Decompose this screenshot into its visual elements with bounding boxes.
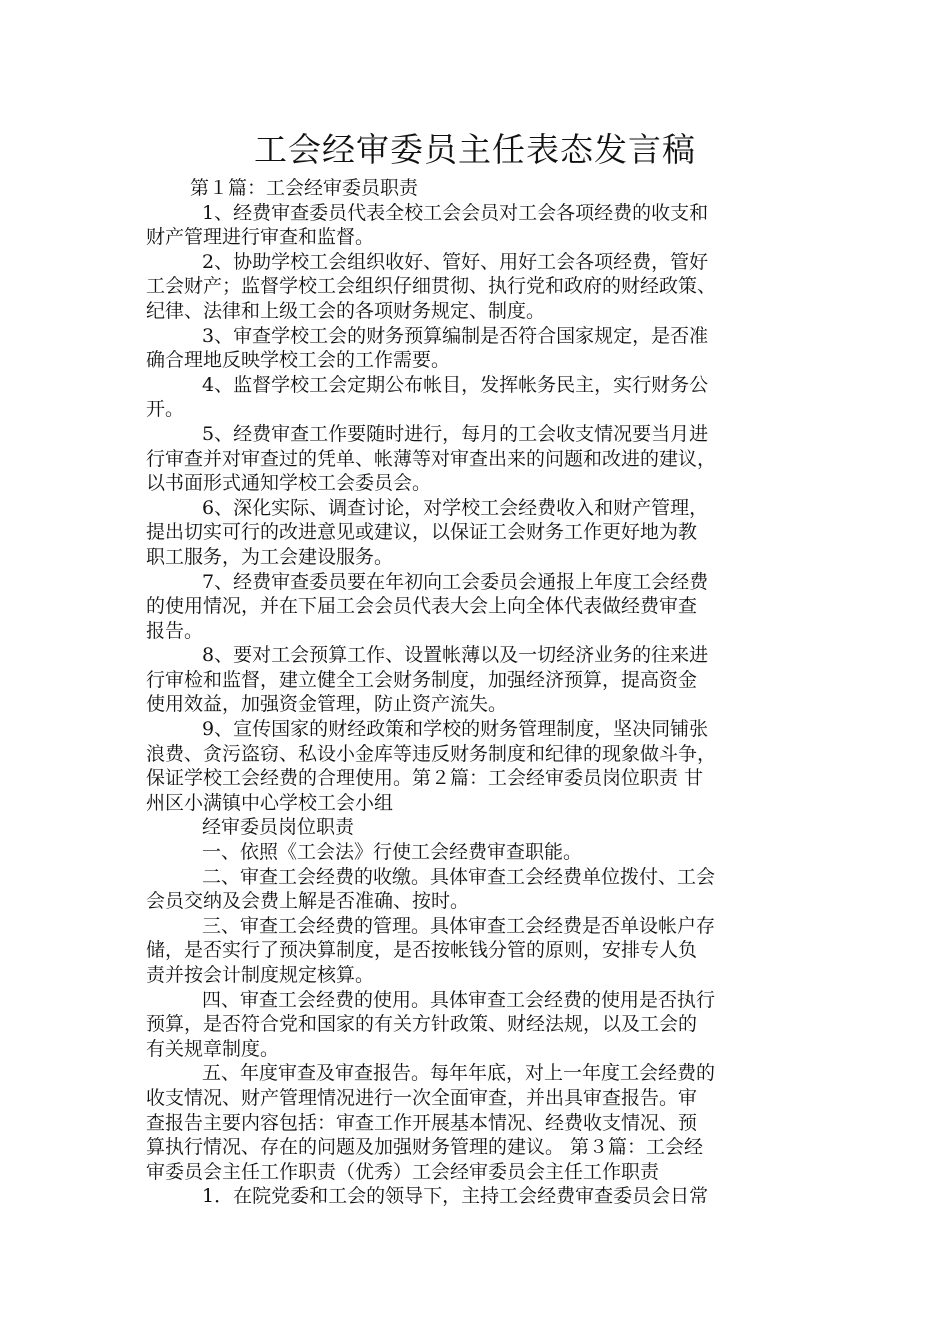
text-line: 三、审查工会经费的管理。具体审查工会经费是否单设帐户存 bbox=[202, 914, 716, 937]
text-line: 2、协助学校工会组织收好、管好、用好工会各项经费，管好 bbox=[202, 250, 709, 273]
text-line: 算执行情况、存在的问题及加强财务管理的建议。 第３篇：工会经 bbox=[146, 1136, 704, 1159]
text-line: 5、经费审查工作要随时进行，每月的工会收支情况要当月进 bbox=[202, 422, 709, 445]
text-line: 五、年度审查及审查报告。每年年底，对上一年度工会经费的 bbox=[202, 1062, 716, 1085]
text-line: 报告。 bbox=[146, 619, 204, 642]
text-line: 行审查并对审查过的凭单、帐薄等对审查出来的问题和改进的建议， bbox=[146, 447, 717, 470]
text-line: 7、经费审查委员要在年初向工会委员会通报上年度工会经费 bbox=[202, 570, 709, 593]
text-line: 6、深化实际、调查讨论，对学校工会经费收入和财产管理， bbox=[202, 496, 709, 519]
text-line: 经审委员岗位职责 bbox=[202, 816, 355, 839]
text-line: 四、审查工会经费的使用。具体审查工会经费的使用是否执行 bbox=[202, 988, 716, 1011]
text-line: 提出切实可行的改进意见或建议，以保证工会财务工作更好地为教 bbox=[146, 521, 698, 544]
text-line: 浪费、贪污盗窃、私设小金库等违反财务制度和纪律的现象做斗争， bbox=[146, 742, 717, 765]
text-line: 州区小满镇中心学校工会小组 bbox=[146, 791, 394, 814]
text-line: 行审检和监督，建立健全工会财务制度，加强经济预算，提高资金 bbox=[146, 668, 698, 691]
text-line: 有关规章制度。 bbox=[146, 1037, 280, 1060]
text-line: 以书面形式通知学校工会委员会。 bbox=[146, 472, 432, 495]
text-line: 的使用情况，并在下届工会会员代表大会上向全体代表做经费审查 bbox=[146, 595, 698, 618]
text-line: 确合理地反映学校工会的工作需要。 bbox=[146, 349, 451, 372]
text-line: 工会财产；监督学校工会组织仔细贯彻、执行党和政府的财经政策、 bbox=[146, 275, 717, 298]
text-line: 4、监督学校工会定期公布帐目，发挥帐务民主，实行财务公 bbox=[202, 373, 709, 396]
text-line: 9、宣传国家的财经政策和学校的财务管理制度，坚决同铺张 bbox=[202, 718, 709, 741]
text-line: 3、审查学校工会的财务预算编制是否符合国家规定，是否准 bbox=[202, 324, 709, 347]
text-line: 职工服务，为工会建设服务。 bbox=[146, 545, 394, 568]
text-line: 责并按会计制度规定核算。 bbox=[146, 964, 375, 986]
text-line: 二、审查工会经费的收缴。具体审查工会经费单位拨付、工会 bbox=[202, 865, 716, 888]
text-line: 使用效益，加强资金管理，防止资产流失。 bbox=[146, 693, 508, 716]
document-title: 工会经审委员主任表态发言稿 bbox=[254, 130, 696, 169]
text-line: 保证学校工会经费的合理使用。第２篇：工会经审委员岗位职责 甘 bbox=[146, 767, 704, 790]
document-body bbox=[146, 176, 818, 1209]
text-line: 一、依照《工会法》行使工会经费审查职能。 bbox=[202, 841, 583, 864]
text-line: 8、要对工会预算工作、设置帐薄以及一切经济业务的往来进 bbox=[202, 644, 709, 667]
text-line: 预算，是否符合党和国家的有关方针政策、财经法规，以及工会的 bbox=[146, 1013, 698, 1036]
text-line: 财产管理进行审查和监督。 bbox=[146, 226, 375, 249]
text-line: 纪律、法律和上级工会的各项财务规定、制度。 bbox=[146, 299, 546, 322]
text-line: 1、经费审查委员代表全校工会会员对工会各项经费的收支和 bbox=[202, 201, 709, 224]
text-line: 1．在院党委和工会的领导下，主持工会经费审查委员会日常 bbox=[202, 1185, 709, 1208]
text-line: 查报告主要内容包括：审查工作开展基本情况、经费收支情况、预 bbox=[146, 1111, 698, 1134]
text-line: 开。 bbox=[146, 398, 185, 421]
text-line: 会员交纳及会费上解是否准确、按时。 bbox=[146, 890, 470, 913]
text-line: 第１篇：工会经审委员职责 bbox=[190, 177, 419, 199]
text-line: 审委员会主任工作职责（优秀）工会经审委员会主任工作职责 bbox=[146, 1160, 660, 1183]
text-line: 收支情况、财产管理情况进行一次全面审查，并出具审查报告。审 bbox=[146, 1086, 698, 1109]
text-line: 储，是否实行了预决算制度，是否按帐钱分管的原则，安排专人负 bbox=[146, 939, 698, 962]
